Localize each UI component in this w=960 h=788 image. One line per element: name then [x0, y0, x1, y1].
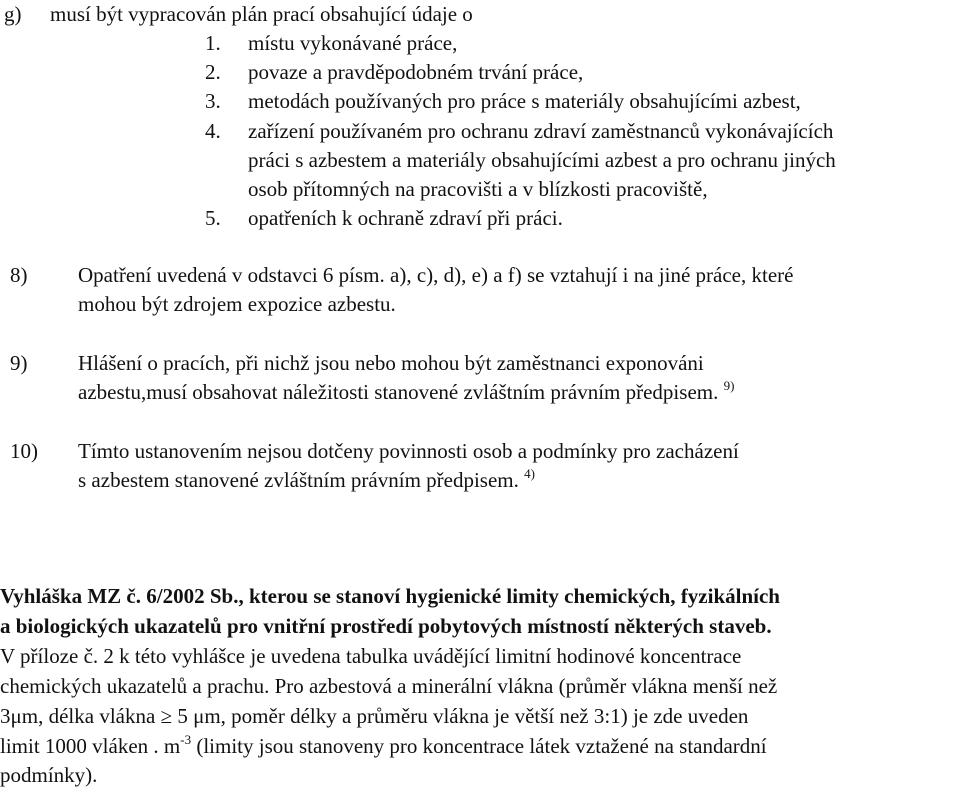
subitem-2-text: povaze a pravděpodobném trvání práce,: [248, 60, 584, 84]
decree-title-line2: a biologických ukazatelů pro vnitřní prostředí pobytových místností některých staveb.: [0, 614, 772, 638]
decree-line6: [0, 733, 958, 759]
subitem-4-text-line3: osob přítomných na pracovišti a v blízkosti pracoviště,: [248, 177, 708, 201]
para-9-footnote-ref: 9): [723, 378, 735, 393]
subitem-3-number: 3.: [205, 89, 221, 113]
para-8-line2: mohou být zdrojem expozice azbestu.: [78, 292, 396, 316]
para-10-line1: Tímto ustanovením nejsou dotčeny povinnosti osob a podmínky pro zacházení: [78, 439, 739, 463]
para-10-line2-text: s azbestem stanovené zvláštním právním předpisem.: [78, 468, 519, 492]
para-9-number: 9): [10, 351, 28, 375]
subitem-3-text: metodách používaných pro práce s materiály obsahujícími azbest,: [248, 89, 801, 113]
item-g-intro: musí být vypracován plán prací obsahující údaje o: [50, 2, 473, 26]
decree-title: Vyhláška MZ č. 6/2002 Sb.: [0, 584, 239, 608]
item-g-marker: g): [4, 2, 22, 26]
para-8-line1: Opatření uvedená v odstavci 6 písm. a), c), d), e) a f) se vztahují i na jiné práce, které: [78, 263, 794, 287]
decree-line5: [0, 703, 958, 729]
subitem-1-number: 1.: [205, 31, 221, 55]
decree-line6-part1: limit 1000 vláken . m: [0, 734, 181, 758]
decree-line1: [0, 583, 958, 609]
decree-line4: chemických ukazatelů a prachu. Pro azbestová a minerální vlákna (průměr vlákna menší než: [0, 674, 778, 698]
subitem-5-text: opatřeních k ochraně zdraví při práci.: [248, 206, 563, 230]
para-10-number: 10): [10, 439, 38, 463]
para-9-line2-text: azbestu,musí obsahovat náležitosti stanovené zvláštním právním předpisem.: [78, 380, 719, 404]
decree-line6-exponent: -3: [180, 732, 192, 747]
subitem-4-text-line1: zařízení používaném pro ochranu zdraví zaměstnanců vykonávajících: [248, 119, 834, 143]
para-8-number: 8): [10, 263, 28, 287]
decree-line7: podmínky).: [0, 763, 98, 787]
decree-line3: V příloze č. 2 k této vyhlášce je uvedena tabulka uvádějící limitní hodinové koncentrace: [0, 644, 742, 668]
subitem-5-number: 5.: [205, 206, 221, 230]
para-9-line1: Hlášení o pracích, při nichž jsou nebo mohou být zaměstnanci exponováni: [78, 351, 704, 375]
decree-line2: [0, 613, 958, 639]
subitem-2-number: 2.: [205, 60, 221, 84]
para-10-line2: [78, 467, 535, 493]
para-10-footnote-ref: 4): [524, 466, 535, 481]
subitem-4-number: 4.: [205, 119, 221, 143]
subitem-1-text: místu vykonávané práce,: [248, 31, 458, 55]
decree-line5-part2: 5 μm, poměr délky a průměru vlákna je větší než 3:1) je zde uveden: [177, 704, 749, 728]
greater-or-equal-symbol: ≥: [160, 704, 173, 728]
decree-line5-part1: 3μm, délka vlákna: [0, 704, 156, 728]
subitem-4-text-line2: práci s azbestem a materiály obsahujícími azbest a pro ochranu jiných: [248, 148, 836, 172]
decree-line6-part2: (limity jsou stanoveny pro koncentrace látek vztažené na standardní: [191, 734, 767, 758]
para-9-line2: [78, 379, 734, 405]
decree-title-rest: , kterou se stanoví hygienické limity chemických, fyzikálních: [238, 584, 780, 608]
